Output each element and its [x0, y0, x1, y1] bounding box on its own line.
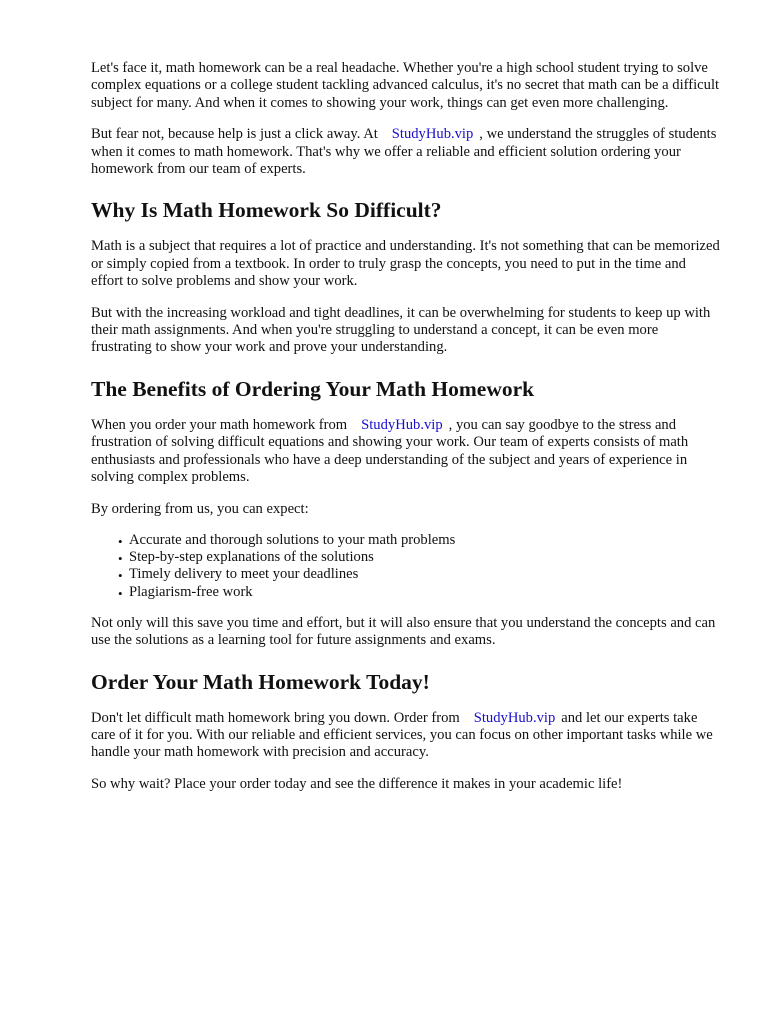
intro-text-before-link: But fear not, because help is just a click away. At [91, 126, 378, 143]
list-item: • Timely delivery to meet your deadlines [118, 566, 359, 584]
benefits-paragraph-3: Not only will this save you time and effort, but it will also ensure that you understand the concepts and can use the solutions as a learning tool for future assignments and exams. [91, 614, 716, 649]
bullet-icon: • [118, 585, 123, 601]
bullet-icon: • [118, 568, 123, 584]
intro-paragraph-1: Let's face it, math homework can be a real headache. Whether you're a high school student trying to solve complex equations or a college student tackling advanced calculus, it's no secret that math can be a difficult subject for many. And when it comes to showing your work, things can get even more challenging. [91, 60, 720, 111]
intro-text-after-link: , we understand the struggles of students when it comes to math homework. That's why we offer a reliable and efficient solution ordering your homework from our team of experts. [91, 126, 717, 178]
studyhub-link[interactable]: StudyHub.vip [473, 709, 556, 726]
benefits-paragraph-2: By ordering from us, you can expect: [91, 500, 309, 517]
benefits-list [91, 532, 721, 601]
order-today-paragraph-2: So why wait? Place your order today and see the difference it makes in your academic life! [91, 775, 623, 792]
section-heading-order-today: Order Your Math Homework Today! [91, 669, 430, 694]
studyhub-link[interactable]: StudyHub.vip [391, 126, 474, 143]
document-body [91, 60, 721, 807]
list-item: • Accurate and thorough solutions to your math problems [118, 531, 456, 549]
why-difficult-paragraph-1: Math is a subject that requires a lot of practice and understanding. It's not something that can be memorized or simply copied from a textbook. In order to truly grasp the concepts, you need to put in the time and effort to solve problems and show your work. [91, 238, 720, 290]
intro-paragraph-2 [91, 126, 721, 178]
order-text-before-link: Don't let difficult math homework bring you down. Order from [91, 709, 460, 726]
list-item: • Step-by-step explanations of the solutions [118, 549, 374, 567]
section-heading-benefits: The Benefits of Ordering Your Math Homework [91, 376, 535, 401]
list-item: • Plagiarism-free work [118, 583, 253, 601]
section-heading-why-difficult: Why Is Math Homework So Difficult? [91, 198, 442, 223]
bullet-icon: • [118, 551, 123, 567]
order-today-paragraph-1 [91, 710, 721, 762]
benefits-paragraph-1 [91, 417, 721, 487]
bullet-icon: • [118, 533, 123, 549]
order-text-after-link: and let our experts take care of it for you. With our reliable and efficient services, you can focus on other important tasks while we handle your math homework with precision and accuracy. [91, 709, 713, 761]
benefits-text-before-link: When you order your math homework from [91, 416, 348, 433]
benefits-text-after-link: , you can say goodbye to the stress and frustration of solving difficult equations and showing your work. Our team of experts consists of math enthusiasts and professionals who have a deep understanding of the subject and years of experience in solving complex problems. [91, 416, 689, 486]
why-difficult-paragraph-2: But with the increasing workload and tight deadlines, it can be overwhelming for students to keep up with their math assignments. And when you're struggling to understand a concept, it can be even more frustrating to show your work and prove your understanding. [91, 304, 711, 356]
studyhub-link[interactable]: StudyHub.vip [361, 416, 443, 433]
